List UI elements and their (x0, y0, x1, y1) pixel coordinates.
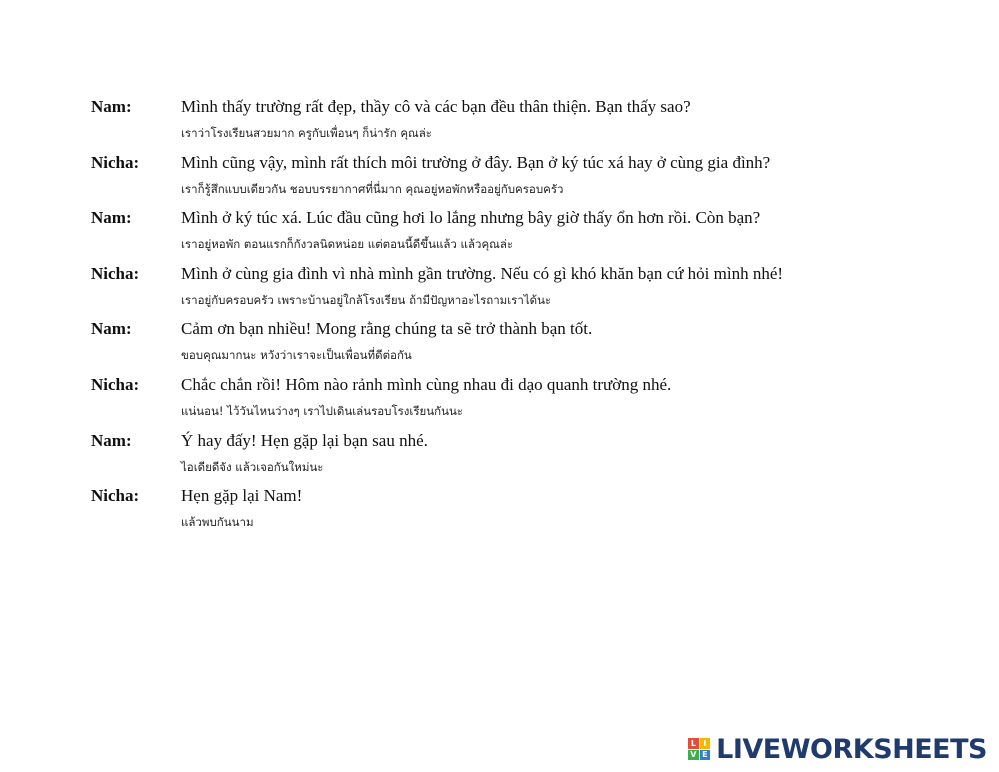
thai-translation: ขอบคุณมากนะ หวังว่าเราจะเป็นเพื่อนที่ดีต่อกัน (181, 348, 412, 363)
dialogue-turn (91, 263, 951, 319)
thai-translation: เราก็รู้สึกแบบเดียวกัน ชอบบรรยากาศที่นี่มาก คุณอยู่หอพักหรืออยู่กับครอบครัว (181, 181, 564, 196)
dialogue (91, 96, 951, 541)
logo-mark-cell: I (700, 738, 711, 749)
thai-translation: เราว่าโรงเรียนสวยมาก ครูกับเพื่อนๆ ก็น่ารัก คุณล่ะ (181, 126, 432, 140)
vietnamese-line: Cảm ơn bạn nhiều! Mong rằng chúng ta sẽ trở thành bạn tốt. (181, 319, 593, 339)
vietnamese-line: Hẹn gặp lại Nam! (181, 486, 303, 506)
logo-mark-cell: L (688, 738, 699, 749)
speaker-name: Nicha: (91, 486, 140, 506)
speaker-name: Nam: (91, 319, 132, 339)
dialogue-turn (91, 374, 951, 430)
speaker-name: Nam: (91, 97, 132, 116)
thai-translation: แน่นอน! ไว้วันไหนว่างๆ เราไปเดินเล่นรอบโรงเรียนกันนะ (181, 403, 463, 418)
dialogue-turn (91, 152, 951, 208)
thai-translation: เราอยู่หอพัก ตอนแรกก็กังวลนิดหน่อย แต่ตอนนี้ดีขึ้นแล้ว แล้วคุณล่ะ (181, 237, 514, 252)
thai-translation: เราอยู่กับครอบครัว เพราะบ้านอยู่ใกล้โรงเรียน ถ้ามีปัญหาอะไรถามเราได้นะ (181, 292, 552, 307)
speaker-name: Nicha: (91, 374, 140, 394)
thai-translation: แล้วพบกันนาม (181, 515, 254, 530)
dialogue-turn (91, 207, 951, 263)
dialogue-turn (91, 96, 951, 152)
vietnamese-line: Ý hay đấy! Hẹn gặp lại bạn sau nhé. (181, 430, 428, 450)
vietnamese-line: Mình thấy trường rất đẹp, thầy cô và các bạn đều thân thiện. Bạn thấy sao? (181, 97, 691, 116)
logo-mark-cell: V (688, 750, 699, 761)
vietnamese-line: Mình ở ký túc xá. Lúc đầu cũng hơi lo lắng nhưng bây giờ thấy ổn hơn rồi. Còn bạn? (181, 208, 761, 228)
vietnamese-line: Chắc chắn rồi! Hôm nào rảnh mình cùng nhau đi dạo quanh trường nhé. (181, 374, 672, 394)
dialogue-turn (91, 430, 951, 486)
dialogue-turn (91, 318, 951, 374)
speaker-name: Nam: (91, 430, 132, 450)
speaker-name: Nicha: (91, 152, 140, 172)
vietnamese-line: Mình cũng vậy, mình rất thích môi trường ở đây. Bạn ở ký túc xá hay ở cùng gia đình? (181, 152, 771, 172)
speaker-name: Nam: (91, 208, 132, 228)
speaker-name: Nicha: (91, 263, 140, 283)
logo-text: LIVEWORKSHEETS (716, 733, 987, 765)
logo-mark-cell: E (700, 750, 711, 761)
vietnamese-line: Mình ở cùng gia đình vì nhà mình gần trường. Nếu có gì khó khăn bạn cứ hỏi mình nhé! (181, 263, 784, 283)
liveworksheets-logo (688, 732, 987, 766)
liveworksheets-mark-icon (688, 738, 710, 760)
thai-translation: ไอเดียดีจัง แล้วเจอกันใหม่นะ (181, 459, 324, 474)
dialogue-turn (91, 485, 951, 541)
